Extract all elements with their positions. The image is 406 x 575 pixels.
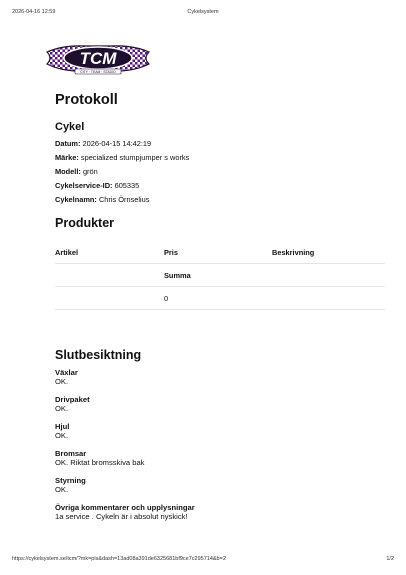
page-number: 1/2 bbox=[386, 556, 394, 562]
print-header bbox=[12, 9, 394, 19]
inspection-label: Styrning bbox=[55, 476, 86, 485]
inspection-value: OK. Riktat bromsskiva bak bbox=[55, 458, 145, 467]
field-label: Cykelservice-ID: bbox=[55, 181, 113, 190]
inspection-label: Drivpaket bbox=[55, 395, 90, 404]
bike-section bbox=[55, 121, 387, 204]
inspection-label: Växlar bbox=[55, 368, 78, 377]
field-value: 2026-04-15 14:42:19 bbox=[82, 139, 152, 148]
field-value: 605335 bbox=[114, 181, 140, 190]
final-inspection-section bbox=[55, 348, 387, 521]
bike-field-date bbox=[55, 139, 387, 148]
print-footer bbox=[12, 556, 394, 566]
tcm-logo-graphic bbox=[45, 42, 151, 78]
field-label: Modell: bbox=[55, 167, 81, 176]
inspection-value: OK. bbox=[55, 431, 69, 440]
inspection-item-brakes bbox=[55, 449, 387, 467]
inspection-value: OK. bbox=[55, 485, 69, 494]
sum-value: 0 bbox=[164, 287, 272, 310]
print-url: https://cykelsystem.se/tcm/?mk=pls&dash=13ad08a391de6325681bf9ce7c295714&b=2 bbox=[12, 556, 226, 562]
table-cell-empty bbox=[272, 264, 385, 287]
table-header-row bbox=[55, 241, 385, 264]
bike-heading: Cykel bbox=[55, 121, 85, 133]
bike-field-name bbox=[55, 195, 387, 204]
table-cell-empty bbox=[55, 287, 164, 310]
logo-text: TCM bbox=[79, 49, 117, 68]
inspection-item-steering bbox=[55, 476, 387, 494]
products-heading: Produkter bbox=[55, 216, 115, 230]
print-title: Cykelsystem bbox=[187, 9, 219, 15]
table-row-sum-label bbox=[55, 264, 385, 287]
sum-label: Summa bbox=[164, 264, 272, 287]
products-section bbox=[55, 216, 387, 310]
bike-field-model bbox=[55, 167, 387, 176]
table-cell-empty bbox=[55, 264, 164, 287]
field-label: Datum: bbox=[55, 139, 81, 148]
page-title: Protokoll bbox=[55, 92, 118, 108]
table-row-sum-value bbox=[55, 287, 385, 310]
inspection-item-comments bbox=[55, 503, 387, 521]
bike-field-service-id bbox=[55, 181, 387, 190]
print-date: 2026-04-16 12:59 bbox=[12, 9, 56, 15]
inspection-item-gears bbox=[55, 368, 387, 386]
inspection-label: Hjul bbox=[55, 422, 70, 431]
inspection-item-drivetrain bbox=[55, 395, 387, 413]
final-inspection-heading: Slutbesiktning bbox=[55, 348, 142, 362]
bike-field-brand bbox=[55, 153, 387, 162]
field-label: Cykelnamn: bbox=[55, 195, 97, 204]
column-header-price: Pris bbox=[164, 241, 272, 264]
inspection-value: OK. bbox=[55, 404, 69, 413]
column-header-description: Beskrivning bbox=[272, 241, 385, 264]
table-cell-empty bbox=[272, 287, 385, 310]
tcm-logo bbox=[45, 42, 151, 78]
inspection-item-wheels bbox=[55, 422, 387, 440]
products-table bbox=[55, 241, 385, 310]
protocol-content bbox=[55, 92, 387, 530]
inspection-label: Bromsar bbox=[55, 449, 87, 458]
inspection-value: OK. bbox=[55, 377, 69, 386]
field-value: specialized stumpjumper s works bbox=[80, 153, 190, 162]
field-value: Chris Örnselius bbox=[98, 195, 150, 204]
inspection-value: 1a service . Cykeln är i absolut nyskick! bbox=[55, 512, 188, 521]
inspection-label: Övriga kommentarer och upplysningar bbox=[55, 503, 195, 512]
column-header-article: Artikel bbox=[55, 241, 164, 264]
logo-subtext: CITY · TEAM · STADIO bbox=[80, 70, 116, 74]
field-label: Märke: bbox=[55, 153, 79, 162]
field-value: grön bbox=[82, 167, 98, 176]
